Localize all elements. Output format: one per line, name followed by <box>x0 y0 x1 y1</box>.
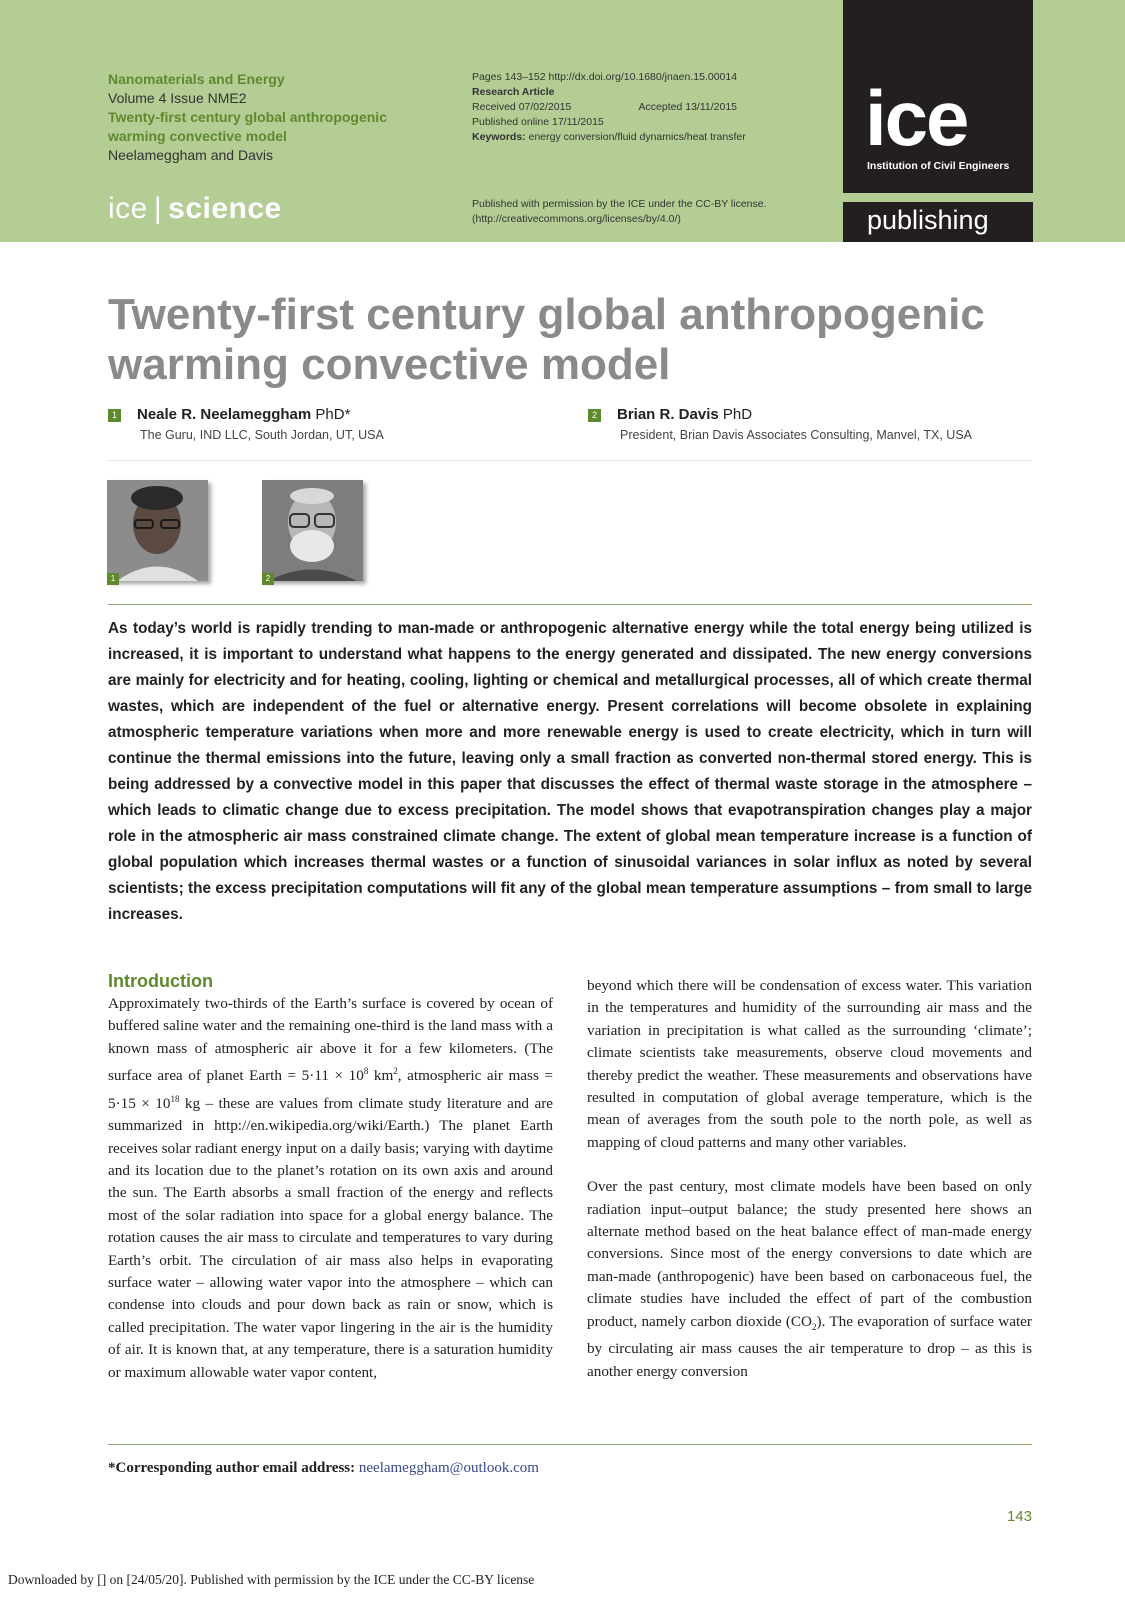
abstract: As today’s world is rapidly trending to man-made or anthropogenic alternative energy while the total energy being utilized is increased, it is important to understand what happens to the energy generated and dissipated. The new energy conversions are mainly for electricity and for heating, cooling, lighting or chemical and metallurgical processes, all of which create thermal wastes, which are independent of the fuel or alternative energy. Present correlations will become obsolete in explaining atmospheric temperature variations when more and more renewable energy is used to create electricity, which in turn will continue the thermal emissions into the future, leaving only a small fraction as converted non-thermal stored energy. This is being addressed by a convective model in this paper that discusses the effect of thermal waste storage in the atmosphere – which leads to climatic change due to excess precipitation. The model shows that evapotranspiration changes play a major role in the atmospheric air mass constrained climate change. The extent of global mean temperature increase is a function of global population which increases thermal wastes or a function of sinusoidal variances in solar influx as noted by several scientists; the excess precipitation computations will fit any of the global mean temperature assumptions – from small to large increases. <box>108 620 1032 923</box>
logo-publishing: publishing <box>867 205 989 235</box>
corresponding-label: *Corresponding author email address: <box>108 1460 356 1476</box>
logo-institution: Institution of Civil Engineers <box>867 160 1010 172</box>
license-note <box>472 197 802 227</box>
logo-divider <box>843 193 1033 202</box>
article-meta <box>472 70 802 145</box>
volume-issue: Volume 4 Issue NME2 <box>108 90 247 106</box>
author-1-portrait-icon <box>107 480 208 581</box>
download-notice: Downloaded by [] on [24/05/20]. Published with permission by the ICE under the CC-BY license <box>8 1572 535 1587</box>
pages-doi: Pages 143–152 http://dx.doi.org/10.1680/jnaen.15.00014 <box>472 71 738 83</box>
author-2-number: 2 <box>588 409 601 422</box>
intro-paragraph-2: beyond which there will be condensation of excess water. This variation in the temperatures and humidity of the surrounding air mass and the variation in precipitation is what called as the surrounding ‘climate’; climate scientists take measurements, observe cloud movements and thereby predict the weather. These measurements and observations have resulted in computation of global average temperature, which is the mean of averages from the south pole to the north pole, as well as mapping of cloud patterns and many other variables. <box>587 977 1032 1151</box>
author-2-name: Brian R. Davis <box>617 406 719 423</box>
published-online: Published online 17/11/2015 <box>472 116 604 128</box>
author-2 <box>588 405 972 445</box>
author-2-portrait-icon <box>262 480 363 581</box>
running-title-2: warming convective model <box>108 128 287 144</box>
body-column-right <box>587 975 1032 1383</box>
brand-separator: | <box>153 192 163 225</box>
running-authors: Neelameggham and Davis <box>108 147 273 163</box>
keywords-label: Keywords: <box>472 131 526 143</box>
author-1-name: Neale R. Neelameggham <box>137 406 312 423</box>
journal-header <box>0 0 1125 242</box>
brand-science: science <box>168 192 282 225</box>
corresponding-email-link[interactable]: neelameggham@outlook.com <box>358 1460 539 1476</box>
running-title-1: Twenty-first century global anthropogenic <box>108 109 387 125</box>
section-heading-introduction: Introduction <box>108 971 213 991</box>
abstract-divider <box>108 604 1032 605</box>
keywords <box>472 130 802 145</box>
received-date: Received 07/02/2015 <box>472 101 572 113</box>
keywords-text: energy conversion/fluid dynamics/heat transfer <box>528 131 746 143</box>
photo-2-number: 2 <box>262 573 274 585</box>
author-2-affiliation: President, Brian Davis Associates Consulting, Manvel, TX, USA <box>620 428 973 442</box>
author-2-degree: PhD <box>722 406 753 423</box>
intro-paragraph-1: Approximately two-thirds of the Earth’s surface is covered by ocean of buffered saline water and the remaining one-third is the land mass with a known mass of atmospheric air above it for a few kilometers. (The surface area of planet Earth = $5\cdot 11 \times 10^8$ $km^2$, atmospheric air mass = $5\cdot 15 \times 10^{18}$ kg – these are values from climate study literature and are summarized in http://en.wikipedia.org/wiki/Earth.) The planet Earth receives solar radiant energy input on a daily basis; varying with daytime and its location due to the planet’s rotation on its own axis and around the sun. The Earth absorbs a small fraction of the energy and reflects most of the solar radiation into space for a global energy balance. The rotation causes the air mass to circulate and temperatures to vary during Earth’s orbit. The circulation of air mass also helps in evaporating surface water – allowing water vapor into the atmosphere – which can condense into clouds and pour down back as rain or snow, which is called precipitation. The water vapor lingering in the air is the humidity of air. It is known that, at any temperature, there is a saturation humidity or maximum allowable water vapor content, <box>108 995 553 1381</box>
intro-paragraph-3: Over the past century, most climate models have been based on only radiation input–output balance; the study presented here shows an alternate method based on the heat balance effect of man-made energy conversions. Since most of the energy conversions to date which are man-made (anthropogenic) have been based on carbonaceous fuel, the climate studies have included the effect of part of the combustion product, namely carbon dioxide $(CO_2)$. The evaporation of surface water by circulating air mass causes the air temperature to drop – as this is another energy conversion <box>587 1178 1032 1380</box>
author-1-photo <box>107 480 208 581</box>
body-column-left <box>108 970 553 1384</box>
author-1-number: 1 <box>108 409 121 422</box>
logo-ice-wordmark: ice <box>865 74 968 162</box>
ice-publishing-logo <box>843 0 1033 242</box>
article-title: Twenty-first century global anthropogenic warming convective model <box>108 290 985 389</box>
article-type: Research Article <box>472 86 555 98</box>
ice-science-brand <box>108 192 282 226</box>
corresponding-author <box>108 1460 539 1477</box>
author-1 <box>108 405 384 445</box>
brand-ice: ice <box>108 192 148 225</box>
accepted-date: Accepted 13/11/2015 <box>638 101 737 113</box>
footnote-divider <box>108 1444 1032 1445</box>
photo-1-number: 1 <box>107 573 119 585</box>
journal-name: Nanomaterials and Energy <box>108 71 285 87</box>
dates-row <box>472 100 737 115</box>
author-1-affiliation: The Guru, IND LLC, South Jordan, UT, USA <box>140 428 384 442</box>
author-1-degree: PhD* <box>315 406 351 423</box>
author-2-photo <box>262 480 363 581</box>
journal-info <box>108 70 428 165</box>
author-divider <box>108 460 1032 461</box>
page-number: 143 <box>1006 1508 1032 1525</box>
license-url: (http://creativecommons.org/licenses/by/4.0/) <box>472 213 681 225</box>
license-line-1: Published with permission by the ICE under the CC-BY license. <box>472 198 767 210</box>
